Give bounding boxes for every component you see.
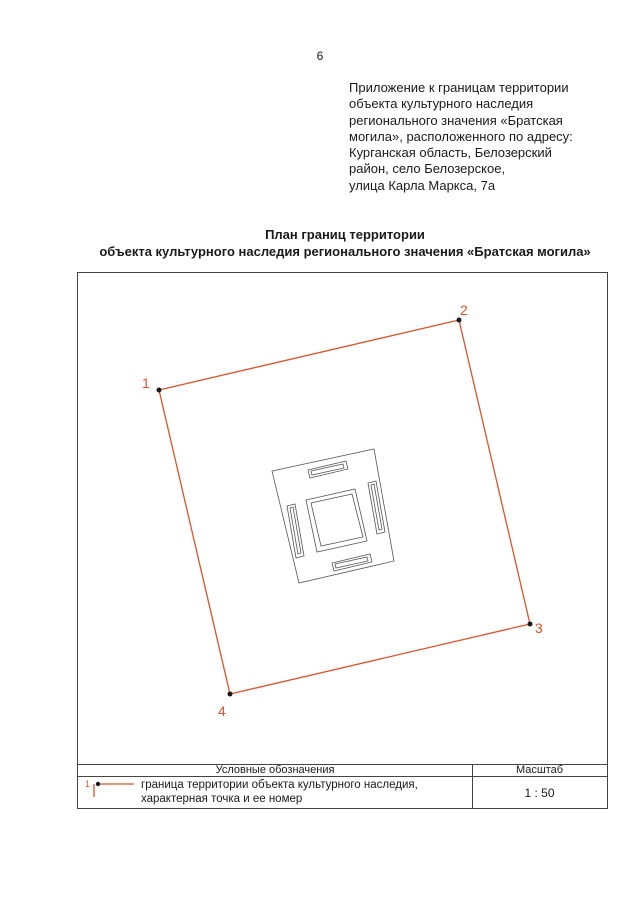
appendix-line: Курганская область, Белозерский — [349, 145, 552, 161]
memorial-structure — [272, 449, 394, 583]
territory-boundary — [159, 320, 530, 694]
legend-header-rule — [78, 776, 607, 777]
legend-scale-value: 1 : 50 — [524, 786, 555, 800]
memorial-slab-top — [308, 461, 348, 478]
point-label-1: 1 — [142, 375, 150, 391]
point-label-2: 2 — [460, 302, 468, 318]
memorial-slab-left — [287, 504, 304, 558]
plan-title-line2: объекта культурного наследия регионального значения «Братская могила» — [99, 244, 591, 259]
plan-title — [0, 226, 640, 260]
boundary-point-2 — [457, 318, 462, 323]
plan-frame — [77, 272, 608, 809]
legend-description: граница территории объекта культурного наследия, характерная точка и ее номер — [141, 779, 418, 805]
point-label-4: 4 — [218, 703, 226, 719]
boundary-point-1 — [157, 388, 162, 393]
appendix-note — [349, 80, 619, 194]
appendix-line: объекта культурного наследия — [349, 96, 534, 112]
legend-header-scale: Масштаб — [515, 764, 564, 776]
appendix-line: район, село Белозерское, — [349, 161, 506, 177]
memorial-center-inner — [311, 494, 363, 546]
appendix-line: могила», расположенного по адресу: — [349, 128, 573, 144]
legend-symbol-number: 1 — [85, 779, 91, 789]
legend-header-symbols: Условные обозначения — [215, 764, 335, 776]
memorial-slab-right — [368, 481, 385, 534]
appendix-line: Приложение к границам территории — [349, 80, 569, 95]
plan-title-line1: План границ территории — [265, 227, 425, 242]
memorial-slab-bottom — [332, 554, 372, 571]
legend-boundary-symbol — [84, 779, 136, 804]
appendix-line: улица Карла Маркса, 7а — [349, 177, 496, 193]
legend-table — [78, 764, 607, 809]
boundary-point-3 — [528, 622, 533, 627]
point-label-3: 3 — [535, 620, 543, 636]
appendix-line: регионального значения «Братская — [349, 112, 563, 128]
page-number: 6 — [316, 49, 324, 63]
plan-drawing — [78, 273, 607, 764]
boundary-point-4 — [228, 692, 233, 697]
